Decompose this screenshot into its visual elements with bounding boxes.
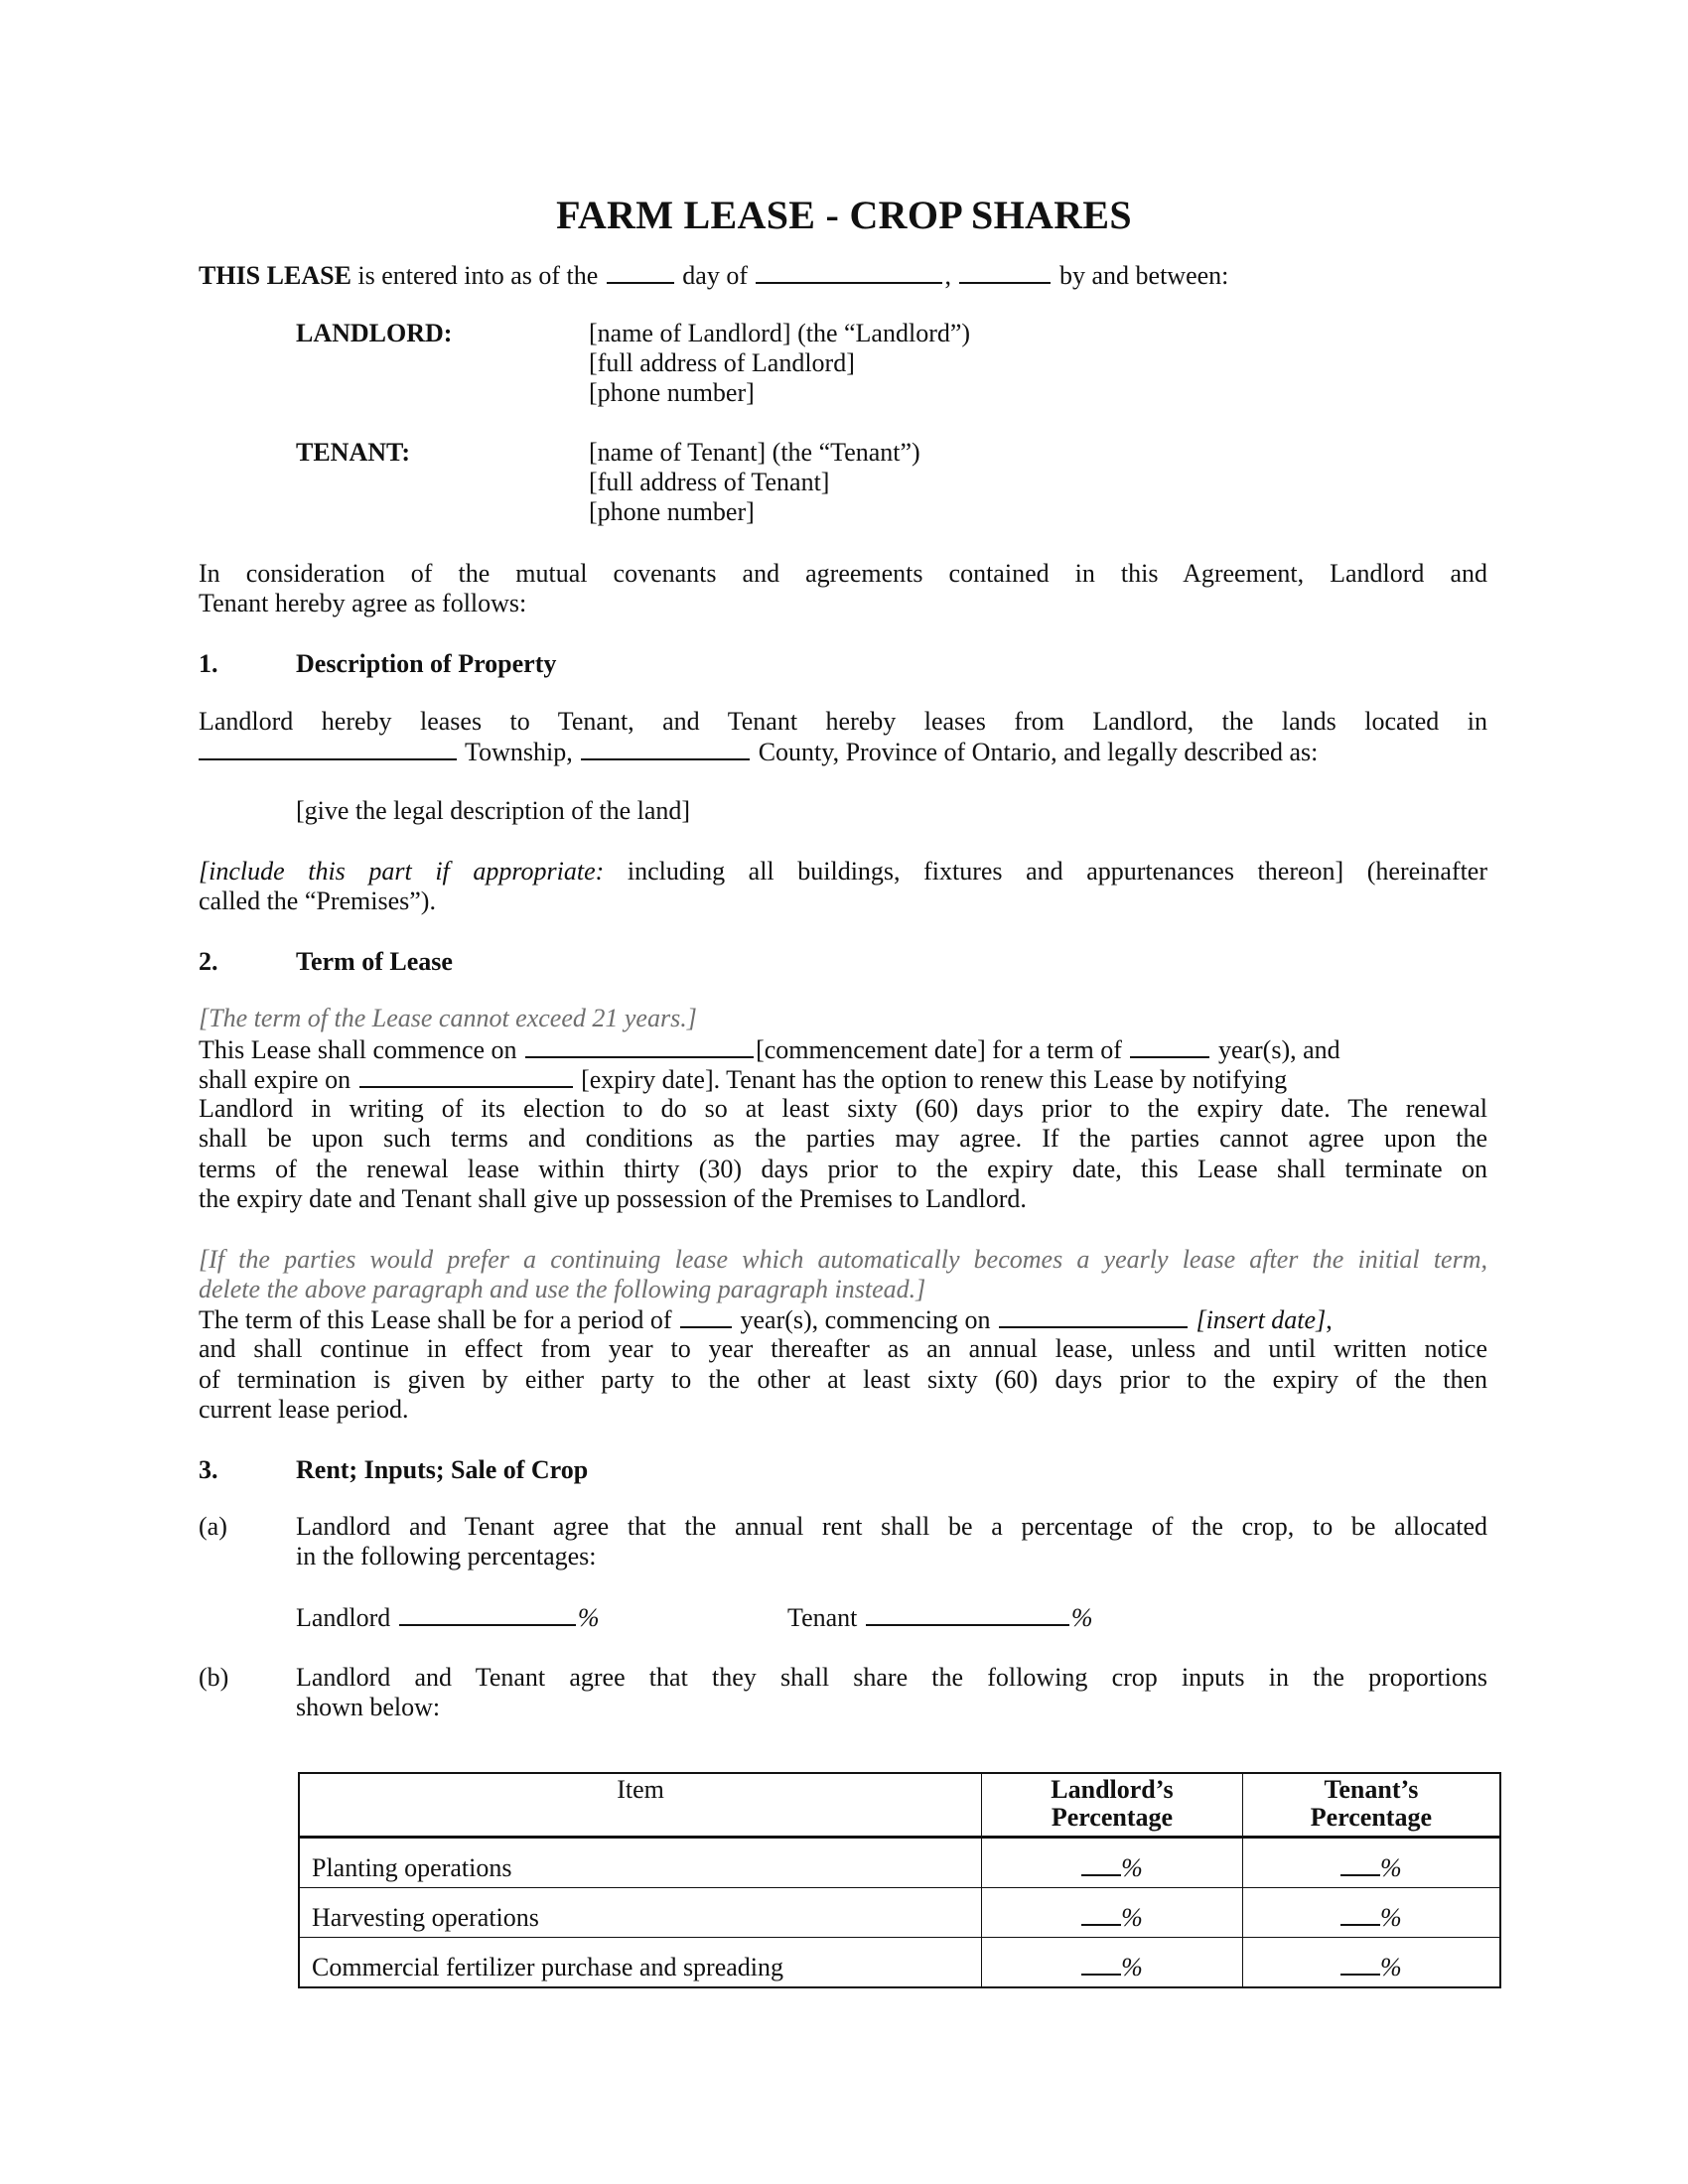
tenant-address: [full address of Tenant] [589, 468, 830, 496]
expiry-date-blank[interactable] [359, 1064, 573, 1088]
percent-sign: % [1121, 1953, 1143, 1981]
tenant-label: TENANT: [296, 438, 411, 467]
header-line: Percentage [1310, 1803, 1432, 1832]
percent-sign: % [1121, 1853, 1143, 1882]
term-para-line-2 [199, 1064, 1487, 1095]
day-blank[interactable] [607, 260, 674, 284]
section-2-heading: Term of Lease [296, 947, 453, 976]
continuing-para-line-3: of termination is given by either party to the other at least sixty (60) days prior to the expiry of the then [199, 1365, 1487, 1394]
township-blank[interactable] [199, 737, 457, 760]
landlord-rent-share [296, 1602, 599, 1633]
header-landlord-percentage [982, 1773, 1243, 1838]
section-1-para-line-2 [199, 737, 1318, 767]
continuing-text: , [1326, 1305, 1333, 1334]
intro-line [199, 260, 1228, 291]
continuing-para-line-1 [199, 1304, 1487, 1335]
percent-blank[interactable] [1081, 1954, 1121, 1976]
term-note: [The term of the Lease cannot exceed 21 years.] [199, 1004, 697, 1032]
table-row [299, 1838, 1500, 1888]
commencing-date-blank[interactable] [999, 1304, 1188, 1328]
row-item: Planting operations [299, 1838, 982, 1888]
continuing-lease-note-line-1: [If the parties would prefer a continuing lease which automatically becomes a yearly lease after the initial term, [199, 1245, 1487, 1274]
header-item: Item [299, 1773, 982, 1838]
consideration-line-2: Tenant hereby agree as follows: [199, 589, 527, 617]
table-header-row [299, 1773, 1500, 1838]
row-item: Commercial fertilizer purchase and spreading [299, 1938, 982, 1988]
tenant-rent-share [787, 1602, 1093, 1633]
tenant-name: [name of Tenant] (the “Tenant”) [589, 438, 920, 467]
period-years-blank[interactable] [680, 1304, 732, 1328]
section-3-heading: Rent; Inputs; Sale of Crop [296, 1455, 589, 1484]
township-text: Township, [459, 738, 580, 766]
percent-blank[interactable] [1340, 1854, 1380, 1876]
percent-sign: % [577, 1603, 600, 1632]
landlord-address: [full address of Landlord] [589, 348, 855, 377]
subsection-a-line-2: in the following percentages: [296, 1542, 597, 1570]
row-item: Harvesting operations [299, 1888, 982, 1938]
county-text: County, Province of Ontario, and legally described as: [752, 738, 1319, 766]
commencement-date-blank[interactable] [525, 1034, 754, 1058]
continuing-para-line-2: and shall continue in effect from year to year thereafter as an annual lease, unless and until written notice [199, 1334, 1487, 1363]
term-text: year(s), and [1211, 1035, 1340, 1064]
intro-bold-lead: THIS LEASE [199, 261, 352, 290]
intro-text: , [944, 261, 958, 290]
landlord-percentage-cell[interactable] [982, 1938, 1243, 1988]
month-blank[interactable] [756, 260, 942, 284]
subsection-b-label: (b) [199, 1663, 229, 1692]
landlord-share-blank[interactable] [399, 1602, 576, 1626]
term-text: This Lease shall commence on [199, 1035, 524, 1064]
landlord-name: [name of Landlord] (the “Landlord”) [589, 319, 971, 347]
optional-clause-line-1 [199, 857, 1487, 887]
landlord-share-label: Landlord [296, 1603, 397, 1632]
table-row [299, 1938, 1500, 1988]
consideration-line-1: In consideration of the mutual covenants and agreements contained in this Agreement, Landlord and [199, 559, 1487, 588]
subsection-a-line-1: Landlord and Tenant agree that the annual rent shall be a percentage of the crop, to be allocated [296, 1512, 1487, 1541]
crop-inputs-table [298, 1772, 1501, 1988]
tenant-share-label: Tenant [787, 1603, 864, 1632]
intro-text: day of [675, 261, 755, 290]
header-line: Tenant’s [1324, 1775, 1419, 1804]
landlord-phone: [phone number] [589, 378, 755, 407]
intro-text: is entered into as of the [351, 261, 605, 290]
subsection-b-line-2: shown below: [296, 1693, 441, 1721]
continuing-lease-note-line-2: delete the above paragraph and use the following paragraph instead.] [199, 1275, 926, 1303]
tenant-phone: [phone number] [589, 497, 755, 526]
insert-date-note: [insert date] [1196, 1305, 1327, 1334]
header-line: Percentage [1051, 1803, 1174, 1832]
section-1-heading: Description of Property [296, 649, 557, 678]
subsection-b-line-1: Landlord and Tenant agree that they shall share the following crop inputs in the proportions [296, 1663, 1487, 1692]
tenant-percentage-cell[interactable] [1242, 1888, 1500, 1938]
continuing-para-line-4: current lease period. [199, 1395, 409, 1424]
percent-blank[interactable] [1340, 1904, 1380, 1926]
term-para-line-1 [199, 1034, 1487, 1065]
tenant-percentage-cell[interactable] [1242, 1938, 1500, 1988]
optional-text: including all buildings, fixtures and appurtenances thereon] (hereinafter [604, 857, 1487, 886]
continuing-text: The term of this Lease shall be for a period of [199, 1305, 678, 1334]
year-blank[interactable] [959, 260, 1051, 284]
section-3-number: 3. [199, 1455, 218, 1484]
continuing-text: year(s), commencing on [734, 1305, 997, 1334]
term-para-line-4: shall be upon such terms and conditions as the parties may agree. If the parties cannot agree upon the [199, 1124, 1487, 1153]
legal-description-placeholder: [give the legal description of the land] [296, 796, 691, 825]
percent-blank[interactable] [1340, 1954, 1380, 1976]
term-text: [expiry date]. Tenant has the option to renew this Lease by notifying [574, 1065, 1288, 1094]
header-tenant-percentage [1242, 1773, 1500, 1838]
term-text: shall expire on [199, 1065, 357, 1094]
tenant-percentage-cell[interactable] [1242, 1838, 1500, 1888]
term-para-line-3: Landlord in writing of its election to do so at least sixty (60) days prior to the expiry date. The renewal [199, 1094, 1487, 1123]
tenant-share-blank[interactable] [866, 1602, 1069, 1626]
landlord-label: LANDLORD: [296, 319, 453, 347]
county-blank[interactable] [581, 737, 750, 760]
table-row [299, 1888, 1500, 1938]
percent-sign: % [1380, 1903, 1402, 1932]
section-2-number: 2. [199, 947, 218, 976]
optional-note: [include this part if appropriate: [199, 857, 605, 886]
optional-clause-line-2: called the “Premises”). [199, 887, 436, 915]
header-line: Landlord’s [1051, 1775, 1174, 1804]
section-1-para-line-1: Landlord hereby leases to Tenant, and Tenant hereby leases from Landlord, the lands located in [199, 707, 1487, 736]
percent-sign: % [1380, 1853, 1402, 1882]
term-para-line-6: the expiry date and Tenant shall give up possession of the Premises to Landlord. [199, 1184, 1027, 1213]
percent-blank[interactable] [1081, 1904, 1121, 1926]
document-title: FARM LEASE - CROP SHARES [556, 193, 1132, 237]
term-para-line-5: terms of the renewal lease within thirty (30) days prior to the expiry date, this Lease shall terminate on [199, 1155, 1487, 1183]
section-1-number: 1. [199, 649, 218, 678]
term-years-blank[interactable] [1130, 1034, 1209, 1058]
percent-sign: % [1070, 1603, 1093, 1632]
percent-sign: % [1121, 1903, 1143, 1932]
landlord-percentage-cell[interactable] [982, 1888, 1243, 1938]
intro-text: by and between: [1053, 261, 1229, 290]
landlord-percentage-cell[interactable] [982, 1838, 1243, 1888]
percent-blank[interactable] [1081, 1854, 1121, 1876]
term-text: [commencement date] for a term of [756, 1035, 1129, 1064]
subsection-a-label: (a) [199, 1512, 227, 1541]
percent-sign: % [1380, 1953, 1402, 1981]
